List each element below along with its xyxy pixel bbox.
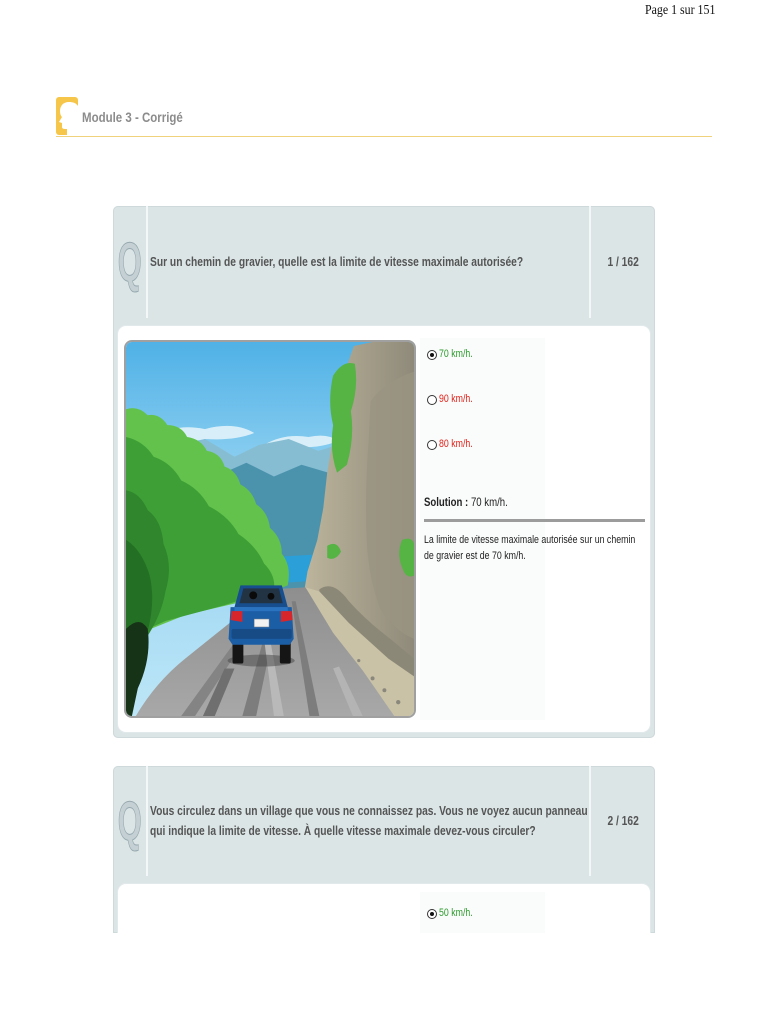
road-stone xyxy=(382,688,386,692)
answer-option xyxy=(427,349,627,361)
answer-label: 70 km/h. xyxy=(439,348,473,360)
question-text: Vous circulez dans un village que vous ne connaissez pas. Vous ne voyez aucun panneau qui indique la limite de vitesse. À quelle vitesse maximale devez-vous circuler? xyxy=(150,804,588,838)
answer-label: 50 km/h. xyxy=(439,907,473,919)
answer-option xyxy=(427,439,627,451)
answer-label: 90 km/h. xyxy=(439,393,473,405)
header-divider xyxy=(146,206,148,318)
question-number-column xyxy=(591,766,655,876)
question-text: Sur un chemin de gravier, quelle est la limite de vitesse maximale autorisée? xyxy=(150,255,524,269)
radio-button-icon xyxy=(427,395,437,405)
car-license-plate xyxy=(254,619,269,627)
question-text-column xyxy=(150,766,590,876)
radio-button-icon xyxy=(427,909,437,919)
solution-explanation: La limite de vitesse maximale autorisée sur un chemin de gravier est de 70 km/h. xyxy=(424,534,636,562)
solution-value: 70 km/h. xyxy=(470,495,508,509)
car-bumper xyxy=(232,629,292,639)
solution-label: Solution : xyxy=(424,495,469,509)
question-header xyxy=(113,206,655,318)
road-stone xyxy=(357,659,360,662)
question-number: 1 / 162 xyxy=(607,255,639,269)
question-card xyxy=(113,766,655,933)
road-stone xyxy=(396,700,400,704)
question-number-column xyxy=(591,206,655,318)
module-person-icon xyxy=(56,97,78,135)
driver-head xyxy=(249,591,257,599)
solution-line xyxy=(424,495,508,509)
question-q-icon: Q xyxy=(117,789,142,852)
question-body xyxy=(118,884,650,933)
answer-option xyxy=(427,394,627,406)
answer-option xyxy=(427,908,627,920)
question-text-column xyxy=(150,206,590,318)
answer-label: 80 km/h. xyxy=(439,438,473,450)
road-stone xyxy=(371,676,375,680)
header-divider xyxy=(146,766,148,876)
question-number: 2 / 162 xyxy=(607,814,639,828)
radio-button-icon xyxy=(427,350,437,360)
solution-divider xyxy=(424,519,645,522)
car-rear-window xyxy=(239,588,282,603)
car-trunk-highlight xyxy=(234,607,287,611)
gravel-road-illustration xyxy=(126,342,414,716)
question-card xyxy=(113,206,655,738)
question-image xyxy=(124,340,416,718)
radio-button-icon xyxy=(427,440,437,450)
question-marker xyxy=(113,206,146,318)
module-title: Module 3 - Corrigé xyxy=(82,109,183,125)
question-body xyxy=(118,326,650,732)
page-counter: Page 1 sur 151 xyxy=(645,3,716,18)
question-marker xyxy=(113,766,146,876)
module-divider xyxy=(56,136,712,137)
question-header xyxy=(113,766,655,876)
question-q-icon: Q xyxy=(117,230,142,293)
passenger-head xyxy=(268,593,275,600)
